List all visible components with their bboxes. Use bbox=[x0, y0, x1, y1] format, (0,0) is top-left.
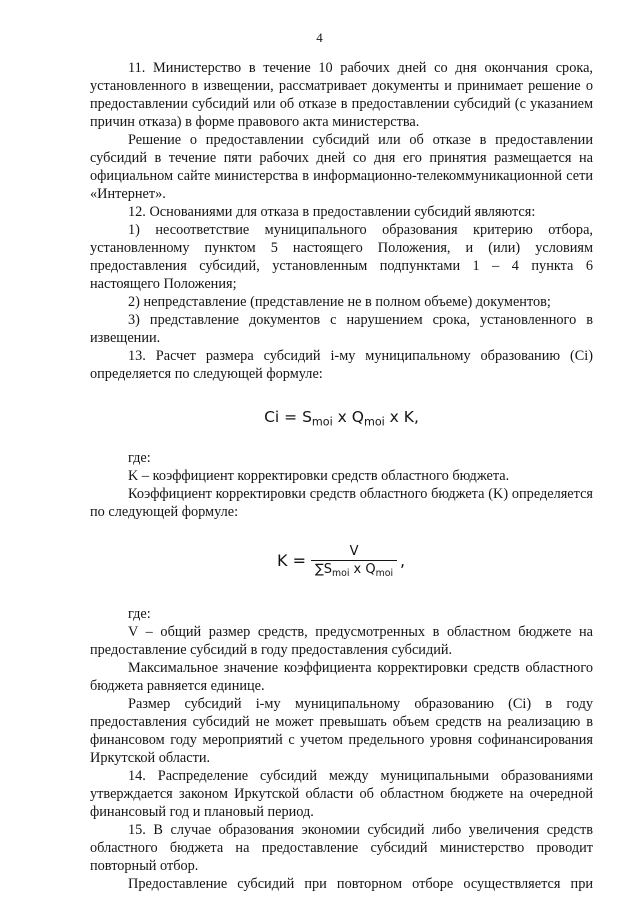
formula1-lhs: Ci = S bbox=[264, 408, 312, 426]
paragraph-12-item-3: 3) представление документов с нарушением срока, установленного в извещении. bbox=[90, 312, 593, 346]
formula1-q-subscript: moi bbox=[363, 415, 385, 429]
formula2-denominator bbox=[311, 560, 397, 579]
formula2-den-sigma: ∑S bbox=[314, 562, 332, 577]
paragraph-13: 13. Расчет размера субсидий i-му муниципальному образованию (Ci) определяется по следующей формуле: bbox=[90, 348, 593, 382]
k-intro: Коэффициент корректировки средств областного бюджета (K) определяется по следующей формуле: bbox=[90, 486, 593, 520]
paragraph-12: 12. Основаниями для отказа в предоставлении субсидий являются: bbox=[128, 204, 536, 220]
paragraph-decision-publication: Решение о предоставлении субсидий или об отказе в предоставлении субсидий в течение пяти рабочих дней со дня его принятия размещается на официальном сайте министерства в информационно-телекоммуникационной сети «Интернет». bbox=[90, 132, 593, 202]
paragraph-subsidy-limit: Размер субсидий i-му муниципальному образованию (Ci) в году предоставления субсидий не может превышать объем средств на реализацию в финансовом году мероприятий с учетом предельного уровня софинансирования Иркутской области. bbox=[90, 696, 593, 766]
formula2-tail: , bbox=[400, 551, 406, 570]
v-definition: V – общий размер средств, предусмотренных в областном бюджете на предоставление субсидий в году предоставления субсидий. bbox=[90, 624, 593, 658]
formula2-den-mid: x Q bbox=[349, 562, 376, 577]
formula1-rhs: x K, bbox=[384, 408, 419, 426]
formula1-mid: x Q bbox=[332, 408, 364, 426]
formula2-numerator: V bbox=[349, 544, 359, 559]
paragraph-max-coefficient: Максимальное значение коэффициента корректировки средств областного бюджета равняется единице. bbox=[90, 660, 593, 694]
formula-subsidy-size bbox=[90, 397, 593, 437]
paragraph-11: 11. Министерство в течение 10 рабочих дней со дня окончания срока, установленного в извещении, рассматривает документы и принимает решение о предоставлении субсидий или об отказе в предоставлении субсидий (с указанием причин отказа) в форме правового акта министерства. bbox=[90, 60, 593, 130]
paragraph-12-item-2: 2) непредставление (представление не в полном объеме) документов; bbox=[128, 294, 551, 310]
formula2-fraction bbox=[311, 543, 397, 579]
formula-k-coefficient bbox=[90, 533, 593, 599]
formula2-lhs: K = bbox=[277, 551, 306, 570]
paragraph-14: 14. Распределение субсидий между муниципальными образованиями утверждается законом Иркутской области об областном бюджете на очередной финансовый год и плановый период. bbox=[90, 768, 593, 820]
document-body bbox=[90, 59, 593, 893]
formula1-s-subscript: moi bbox=[311, 415, 333, 429]
where-label-1: где: bbox=[128, 450, 151, 466]
formula2-den-s-subscript: moi bbox=[332, 567, 350, 579]
page-number: 4 bbox=[316, 30, 323, 45]
paragraph-repeat-selection: Предоставление субсидий при повторном отборе осуществляется при bbox=[128, 876, 593, 892]
paragraph-15: 15. В случае образования экономии субсидий либо увеличения средств областного бюджета на предоставление субсидий министерство проводит повторный отбор. bbox=[90, 822, 593, 874]
where-label-2: где: bbox=[128, 606, 151, 622]
k-definition: K – коэффициент корректировки средств областного бюджета. bbox=[128, 468, 510, 484]
formula2-den-q-subscript: moi bbox=[375, 567, 394, 579]
paragraph-12-item-1: 1) несоответствие муниципального образования критерию отбора, установленному пунктом 5 настоящего Положения, и (или) условиям предоставления субсидий, установленным подпунктами 1 – 4 пункта 6 настоящего Положения; bbox=[90, 222, 593, 292]
